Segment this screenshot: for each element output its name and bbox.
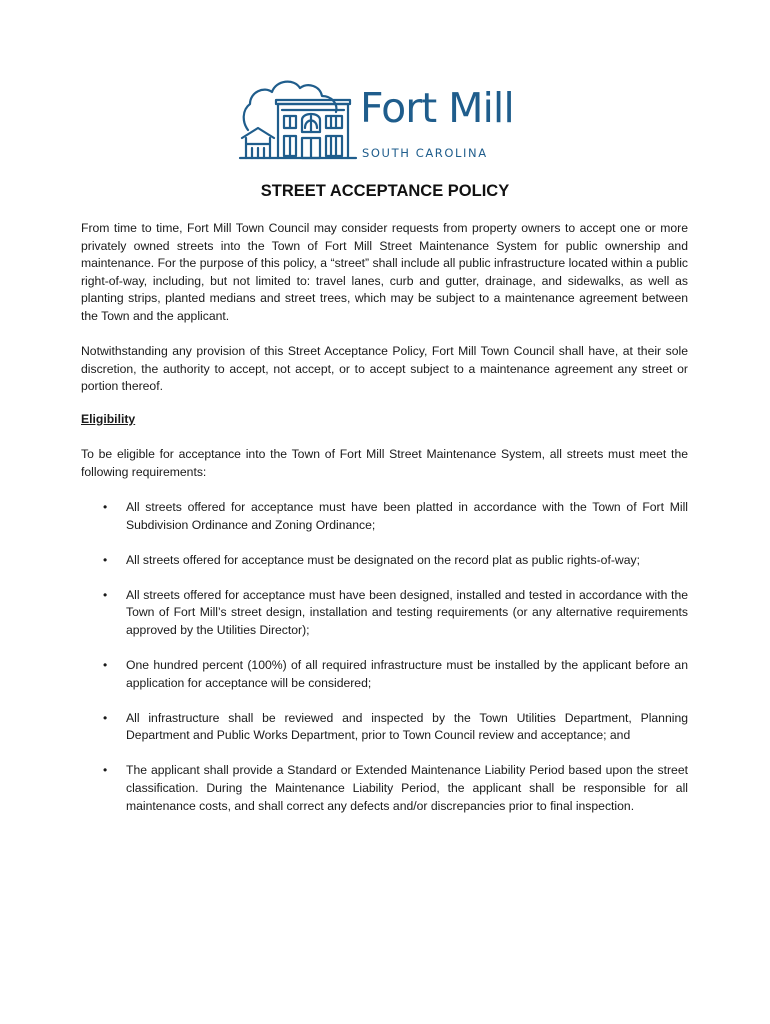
bullet-icon: • [103,710,108,725]
list-item [81,657,688,692]
list-item-text: The applicant shall provide a Standard or Extended Maintenance Liability Period based upon the street classification. During the Maintenance Liability Period, the applicant shall be responsible for all maintenance costs, and shall correct any defects and/or discrepancies prior to final inspection. [126,763,688,813]
list-item [81,762,688,815]
list-item-text: All streets offered for acceptance must have been designed, installed and tested in accordance with the Town of Fort Mill’s street design, installation and testing requirements (or any alternative requirements approved by the Utilities Director); [126,587,688,637]
list-item [81,710,688,745]
bullet-icon: • [103,587,108,602]
list-item [81,587,688,640]
discretion-paragraph: Notwithstanding any provision of this Street Acceptance Policy, Fort Mill Town Council shall have, at their sole discretion, the authority to accept, not accept, or to accept subject to a maintenance agreement any street or portion thereof. [81,344,688,394]
list-item [81,499,688,534]
logo-town-name: Fort Mill [360,84,514,132]
bullet-icon: • [103,763,108,778]
intro-paragraph: From time to time, Fort Mill Town Council may consider requests from property owners to accept one or more privately owned streets into the Town of Fort Mill Street Maintenance System for public ownership and maintenance. For the purpose of this policy, a “street” shall include all public infrastructure located within a public right-of-way, including, but not limited to: travel lanes, curb and gutter, drainage, and sidewalks, as well as planting strips, planted medians and street trees, which may be subject to a maintenance agreement between the Town and the applicant. [81,221,688,323]
page-title: STREET ACCEPTANCE POLICY [260,182,510,200]
town-building-icon [238,70,360,162]
fort-mill-logo [238,70,534,162]
bullet-icon: • [103,500,108,514]
list-item-text: All infrastructure shall be reviewed and inspected by the Town Utilities Department, Planning Department and Public Works Department, prior to Town Council review and acceptance; and [126,710,688,743]
bullet-icon: • [103,552,108,567]
logo-state-name: SOUTH CAROLINA [362,146,488,160]
list-item-text: One hundred percent (100%) of all required infrastructure must be installed by the applicant before an application for acceptance will be considered; [126,658,688,690]
list-item [81,552,688,570]
bullet-icon: • [103,658,108,673]
list-item-text: All streets offered for acceptance must be designated on the record plat as public rights-of-way; [126,552,640,567]
eligibility-intro: To be eligible for acceptance into the Town of Fort Mill Street Maintenance System, all streets must meet the following requirements: [81,447,688,479]
list-item-text: All streets offered for acceptance must have been platted in accordance with the Town of Fort Mill Subdivision Ordinance and Zoning Ordinance; [126,500,688,532]
eligibility-heading: Eligibility [81,412,136,426]
requirements-list [81,499,688,833]
